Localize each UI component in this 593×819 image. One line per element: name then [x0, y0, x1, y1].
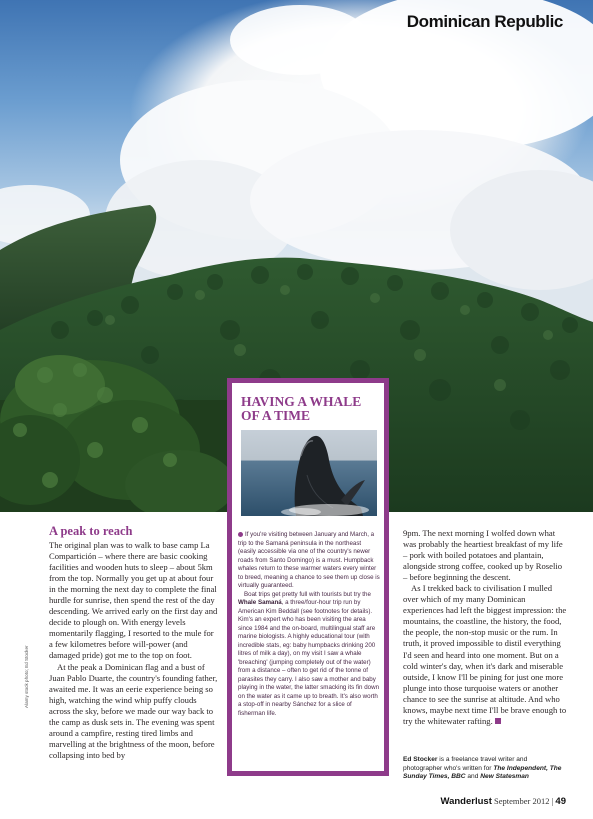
article-column-right: [403, 528, 567, 727]
sidebar-body: [238, 531, 380, 718]
page-footer: [440, 796, 566, 807]
bullet-icon: [238, 532, 243, 537]
boat-trip-name: Whale Samaná: [238, 599, 282, 606]
photo-credit: Alamy stock photo; Ed Stocker: [24, 645, 29, 708]
sidebar-paragraph-2: Boat trips get pretty full with tourists but try the Whale Samaná, a three/four-hour trip run by American Kim Beddall (see footnotes for details). Kim's an expert who has been visiting the area since 1984 and the on-board, multilingual staff are marine biologists. A highly educational tour (with incredible stats, eg: baby humpbacks drinking 200 litres of milk a day), on my visit I saw a whale 'breaching' (jumping completely out of the water) from a distance – often to get rid of the tonne of parasites they carry. I also saw a mother and baby playing in the water, the latter smacking its fin down on the water as it came up to breath. It's also worth a stop-off in nearby Sánchez for a slice of fisherman life.: [238, 590, 380, 717]
body-paragraph: The original plan was to walk to base camp La Compartición – where there are basic cooking facilities and wooden huts to sleep – about 5km from the top. Normally you get up at about four in the morning the next day to complete the final hurdle for sunrise, then spend the rest of the day descending. We arrived early on the first day and decide to plough on. With energy levels momentarily flagging, I resorted to the mule for a few kilometres before will-power (and damaged pride) got me to the top on foot.: [49, 540, 218, 661]
whale-breaching-illustration: [241, 430, 377, 516]
whale-sidebar-box: [227, 378, 389, 776]
last-publication: New Statesman: [480, 773, 529, 781]
footer-separator: |: [551, 796, 554, 806]
magazine-name: Wanderlust: [440, 796, 492, 807]
section-heading: A peak to reach: [49, 524, 133, 538]
body-paragraph: 9pm. The next morning I wolfed down what was probably the heartiest breakfast of my life – pork with boiled potatoes and plantain, alongside strong coffee, cooked up by Roselio – before beginning the descent.: [403, 528, 563, 583]
publications: The Independent, The Sunday Times, BBC: [403, 764, 562, 781]
page-number: 49: [555, 796, 566, 807]
sidebar-title: HAVING A WHALE OF A TIME: [241, 394, 362, 423]
end-mark-icon: [495, 718, 501, 724]
body-paragraph: As I trekked back to civilisation I mulled over which of my many Dominican experiences had left the biggest impression: the mountains, the coastline, the history, the food, the people, the non-stop music or the rum. In truth, it proved impossible to distil everything I'd seen and heard into one moment. But on a cold winter's day, when it's dark and miserable outside, I know I'll be pining for just one more plunge into those turquoise waters or another chance to see the sunrise at altitude. And who knows, maybe next time I'll be brave enough to try the whitewater rafting.: [403, 583, 567, 726]
issue-date: September 2012: [493, 796, 550, 806]
sidebar-paragraph-1: If you're visiting between January and March, a trip to the Samaná peninsula in the northeast (easily accessible via one of the country's newer roads from Santo Domingo) is a must. Humpback whales return to these warmer waters every winter to breed, meaning a chance to see them up close is virtually guaranteed.: [238, 531, 380, 589]
body-paragraph: At the peak a Dominican flag and a bust of Juan Pablo Duarte, the country's founding father, awaited me. It was an eerie experience being so high, watching the wind whip puffy clouds across the sky, before we made our way back to the camp as dusk sets in. The evening was spent around a campfire, resting tired limbs and marvelling at the brightness of the moon, before collapsing into bed by: [49, 661, 218, 760]
author-byline: Ed Stocker is a freelance travel writer and photographer who's written for The Independent, The Sunday Times, BBC and New Statesman: [403, 756, 562, 781]
section-label: Dominican Republic: [406, 12, 563, 31]
whale-photo: [241, 430, 377, 516]
article-column-left: [49, 524, 219, 761]
author-name: Ed Stocker: [403, 756, 438, 763]
